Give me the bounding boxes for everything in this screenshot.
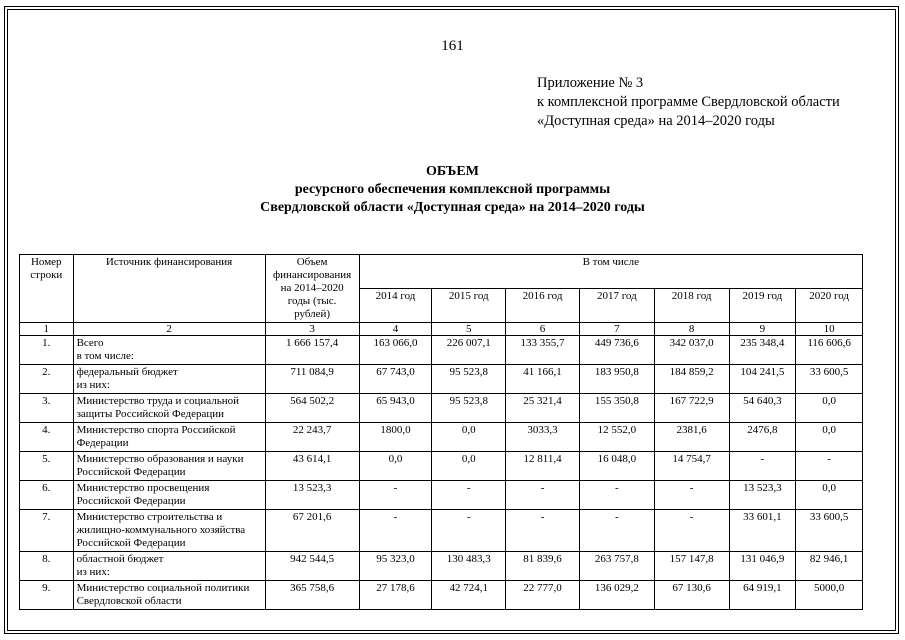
table-row	[20, 552, 863, 581]
year-value-cell: 0,0	[432, 452, 506, 481]
year-value-cell: -	[506, 481, 580, 510]
year-value-cell: 33 601,1	[729, 510, 796, 552]
year-value-cell: 67 130,6	[654, 581, 729, 610]
year-value-cell: -	[579, 510, 654, 552]
year-value-cell: 95 323,0	[359, 552, 432, 581]
row-number-cell: 6.	[20, 481, 74, 510]
year-value-cell: 184 859,2	[654, 365, 729, 394]
year-value-cell: 2381,6	[654, 423, 729, 452]
source-cell: федеральный бюджет из них:	[73, 365, 265, 394]
column-number: 10	[796, 323, 863, 336]
column-number: 4	[359, 323, 432, 336]
header-year: 2015 год	[432, 289, 506, 323]
row-number-cell: 9.	[20, 581, 74, 610]
source-cell: Министерство образования и науки Российской Федерации	[73, 452, 265, 481]
year-value-cell: 133 355,7	[506, 336, 580, 365]
year-value-cell: 14 754,7	[654, 452, 729, 481]
year-value-cell: 67 743,0	[359, 365, 432, 394]
year-value-cell: 0,0	[432, 423, 506, 452]
column-number: 7	[579, 323, 654, 336]
year-value-cell: 155 350,8	[579, 394, 654, 423]
document-subtitle-2: Свердловской области «Доступная среда» на 2014–2020 годы	[260, 200, 645, 215]
year-value-cell: 65 943,0	[359, 394, 432, 423]
document-title: ОБЪЕМ	[426, 164, 479, 179]
year-value-cell: 27 178,6	[359, 581, 432, 610]
year-value-cell: 82 946,1	[796, 552, 863, 581]
total-volume-cell: 564 502,2	[265, 394, 359, 423]
column-number: 8	[654, 323, 729, 336]
header-year: 2019 год	[729, 289, 796, 323]
year-value-cell: 81 839,6	[506, 552, 580, 581]
total-volume-cell: 67 201,6	[265, 510, 359, 552]
total-volume-cell: 1 666 157,4	[265, 336, 359, 365]
header-row-number: Номер строки	[20, 255, 74, 323]
appendix-note	[537, 74, 840, 131]
table-row	[20, 481, 863, 510]
year-value-cell: 1800,0	[359, 423, 432, 452]
total-volume-cell: 365 758,6	[265, 581, 359, 610]
header-row-1	[20, 255, 863, 289]
row-number-cell: 4.	[20, 423, 74, 452]
row-number-cell: 7.	[20, 510, 74, 552]
column-number-row	[20, 323, 863, 336]
header-year: 2020 год	[796, 289, 863, 323]
year-value-cell: 130 483,3	[432, 552, 506, 581]
year-value-cell: 64 919,1	[729, 581, 796, 610]
total-volume-cell: 22 243,7	[265, 423, 359, 452]
source-cell: Министерство спорта Российской Федерации	[73, 423, 265, 452]
table-row	[20, 336, 863, 365]
source-cell: областной бюджет из них:	[73, 552, 265, 581]
total-volume-cell: 43 614,1	[265, 452, 359, 481]
year-value-cell: 41 166,1	[506, 365, 580, 394]
column-number: 1	[20, 323, 74, 336]
total-volume-cell: 13 523,3	[265, 481, 359, 510]
year-value-cell: 13 523,3	[729, 481, 796, 510]
table-row	[20, 452, 863, 481]
year-value-cell: 0,0	[796, 423, 863, 452]
year-value-cell: 5000,0	[796, 581, 863, 610]
year-value-cell: 167 722,9	[654, 394, 729, 423]
table-body	[20, 336, 863, 610]
table-row	[20, 365, 863, 394]
year-value-cell: 2476,8	[729, 423, 796, 452]
year-value-cell: 25 321,4	[506, 394, 580, 423]
year-value-cell: -	[359, 510, 432, 552]
table-row	[20, 394, 863, 423]
document-subtitle-1: ресурсного обеспечения комплексной программы	[294, 182, 611, 197]
total-volume-cell: 942 544,5	[265, 552, 359, 581]
source-cell: Министерство строительства и жилищно-коммунального хозяйства Российской Федерации	[73, 510, 265, 552]
year-value-cell: 22 777,0	[506, 581, 580, 610]
year-value-cell: 163 066,0	[359, 336, 432, 365]
column-number: 6	[506, 323, 580, 336]
year-value-cell: 0,0	[796, 481, 863, 510]
row-number-cell: 2.	[20, 365, 74, 394]
year-value-cell: -	[359, 481, 432, 510]
source-cell: Министерство просвещения Российской Федерации	[73, 481, 265, 510]
year-value-cell: 33 600,5	[796, 365, 863, 394]
year-value-cell: 235 348,4	[729, 336, 796, 365]
year-value-cell: -	[579, 481, 654, 510]
year-value-cell: 157 147,8	[654, 552, 729, 581]
column-number: 3	[265, 323, 359, 336]
year-value-cell: 263 757,8	[579, 552, 654, 581]
appendix-line-2: к комплексной программе Свердловской области	[537, 94, 840, 110]
header-year: 2018 год	[654, 289, 729, 323]
year-value-cell: 226 007,1	[432, 336, 506, 365]
year-value-cell: 136 029,2	[579, 581, 654, 610]
header-volume: Объем финансирования на 2014–2020 годы (тыс. рублей)	[265, 255, 359, 323]
appendix-line-1: Приложение № 3	[537, 75, 644, 91]
header-year: 2016 год	[506, 289, 580, 323]
header-year: 2014 год	[359, 289, 432, 323]
year-value-cell: -	[654, 510, 729, 552]
appendix-line-3: «Доступная среда» на 2014–2020 годы	[537, 113, 775, 129]
year-value-cell: 95 523,8	[432, 394, 506, 423]
header-including: В том числе	[359, 255, 862, 289]
year-value-cell: -	[506, 510, 580, 552]
year-value-cell: -	[796, 452, 863, 481]
year-value-cell: 104 241,5	[729, 365, 796, 394]
year-value-cell: -	[432, 510, 506, 552]
year-value-cell: 95 523,8	[432, 365, 506, 394]
year-value-cell: -	[432, 481, 506, 510]
source-cell: Министерство социальной политики Свердловской области	[73, 581, 265, 610]
column-number: 2	[73, 323, 265, 336]
year-value-cell: 33 600,5	[796, 510, 863, 552]
header-year: 2017 год	[579, 289, 654, 323]
year-value-cell: 0,0	[359, 452, 432, 481]
row-number-cell: 1.	[20, 336, 74, 365]
funding-table	[19, 254, 863, 610]
year-value-cell: 12 811,4	[506, 452, 580, 481]
source-cell: Министерство труда и социальной защиты Российской Федерации	[73, 394, 265, 423]
year-value-cell: 42 724,1	[432, 581, 506, 610]
year-value-cell: 16 048,0	[579, 452, 654, 481]
year-value-cell: 183 950,8	[579, 365, 654, 394]
year-value-cell: -	[729, 452, 796, 481]
total-volume-cell: 711 084,9	[265, 365, 359, 394]
table-row	[20, 581, 863, 610]
source-cell: Всего в том числе:	[73, 336, 265, 365]
year-value-cell: 449 736,6	[579, 336, 654, 365]
page-number: 161	[441, 38, 464, 54]
row-number-cell: 3.	[20, 394, 74, 423]
table-row	[20, 510, 863, 552]
header-source: Источник финансирования	[73, 255, 265, 323]
year-value-cell: 54 640,3	[729, 394, 796, 423]
column-number: 5	[432, 323, 506, 336]
column-number: 9	[729, 323, 796, 336]
row-number-cell: 8.	[20, 552, 74, 581]
year-value-cell: 12 552,0	[579, 423, 654, 452]
year-value-cell: 116 606,6	[796, 336, 863, 365]
year-value-cell: 342 037,0	[654, 336, 729, 365]
year-value-cell: 0,0	[796, 394, 863, 423]
table-row	[20, 423, 863, 452]
year-value-cell: 131 046,9	[729, 552, 796, 581]
year-value-cell: 3033,3	[506, 423, 580, 452]
year-value-cell: -	[654, 481, 729, 510]
row-number-cell: 5.	[20, 452, 74, 481]
